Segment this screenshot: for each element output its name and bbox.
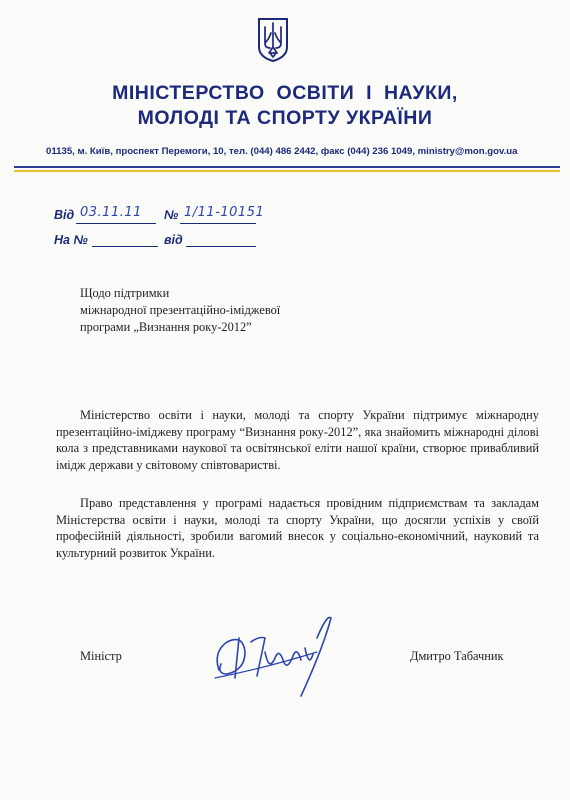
subject-line: Щодо підтримки	[80, 286, 170, 300]
paragraph-text: Міністерство освіти і науки, молоді та спорту України підтримує міжнародну презентаційно-іміджеву програму “Визнання року-2012”, яка знайомить міжнародні ділові кола з представниками наукової та освітянської еліти нашої країни, створює привабливий імідж держави у світовому співтоваристві.	[56, 408, 539, 472]
paragraph-text: Право представлення у програмі надається провідним підприємствам та закладам Міністерства освіти і науки, молоді та спорту України, що досягли успіхів у своїй професійній діяльності, зробили вагомий внесок у соціально-економічний, науковий та культурний розвиток України.	[56, 496, 539, 560]
subject-block	[80, 285, 280, 336]
on-date-line	[186, 246, 256, 247]
signatory-name: Дмитро Табачник	[410, 649, 504, 663]
signatory-position: Міністр	[80, 649, 122, 663]
on-number-line	[92, 246, 158, 247]
subject-line: міжнародної презентаційно-іміджевої	[80, 303, 281, 317]
from-date-line	[76, 223, 156, 224]
number-value: 1/11-10151	[184, 205, 265, 220]
header-divider-yellow	[14, 170, 560, 172]
ministry-title-line1: МІНІСТЕРСТВО ОСВІТИ І НАУКИ,	[112, 82, 458, 104]
body-paragraph-1	[56, 407, 539, 473]
number-line	[180, 223, 256, 224]
body-paragraph-2	[56, 495, 539, 561]
handwritten-signature	[205, 608, 355, 703]
from-label: Від	[54, 208, 75, 222]
ministry-title-line2: МОЛОДІ ТА СПОРТУ УКРАЇНИ	[137, 107, 433, 129]
subject-line: програми „Визнання року-2012”	[80, 320, 252, 334]
number-label: №	[164, 208, 179, 222]
on-date-label: від	[164, 233, 183, 247]
ministry-address: 01135, м. Київ, проспект Перемоги, 10, тел. (044) 486 2442, факс (044) 236 1049, ministry@mon.gov.ua	[46, 146, 518, 157]
on-number-label: На №	[54, 233, 88, 247]
from-date-value: 03.11.11	[80, 205, 142, 220]
header-divider-blue	[14, 166, 560, 168]
coat-of-arms-icon	[257, 17, 289, 63]
